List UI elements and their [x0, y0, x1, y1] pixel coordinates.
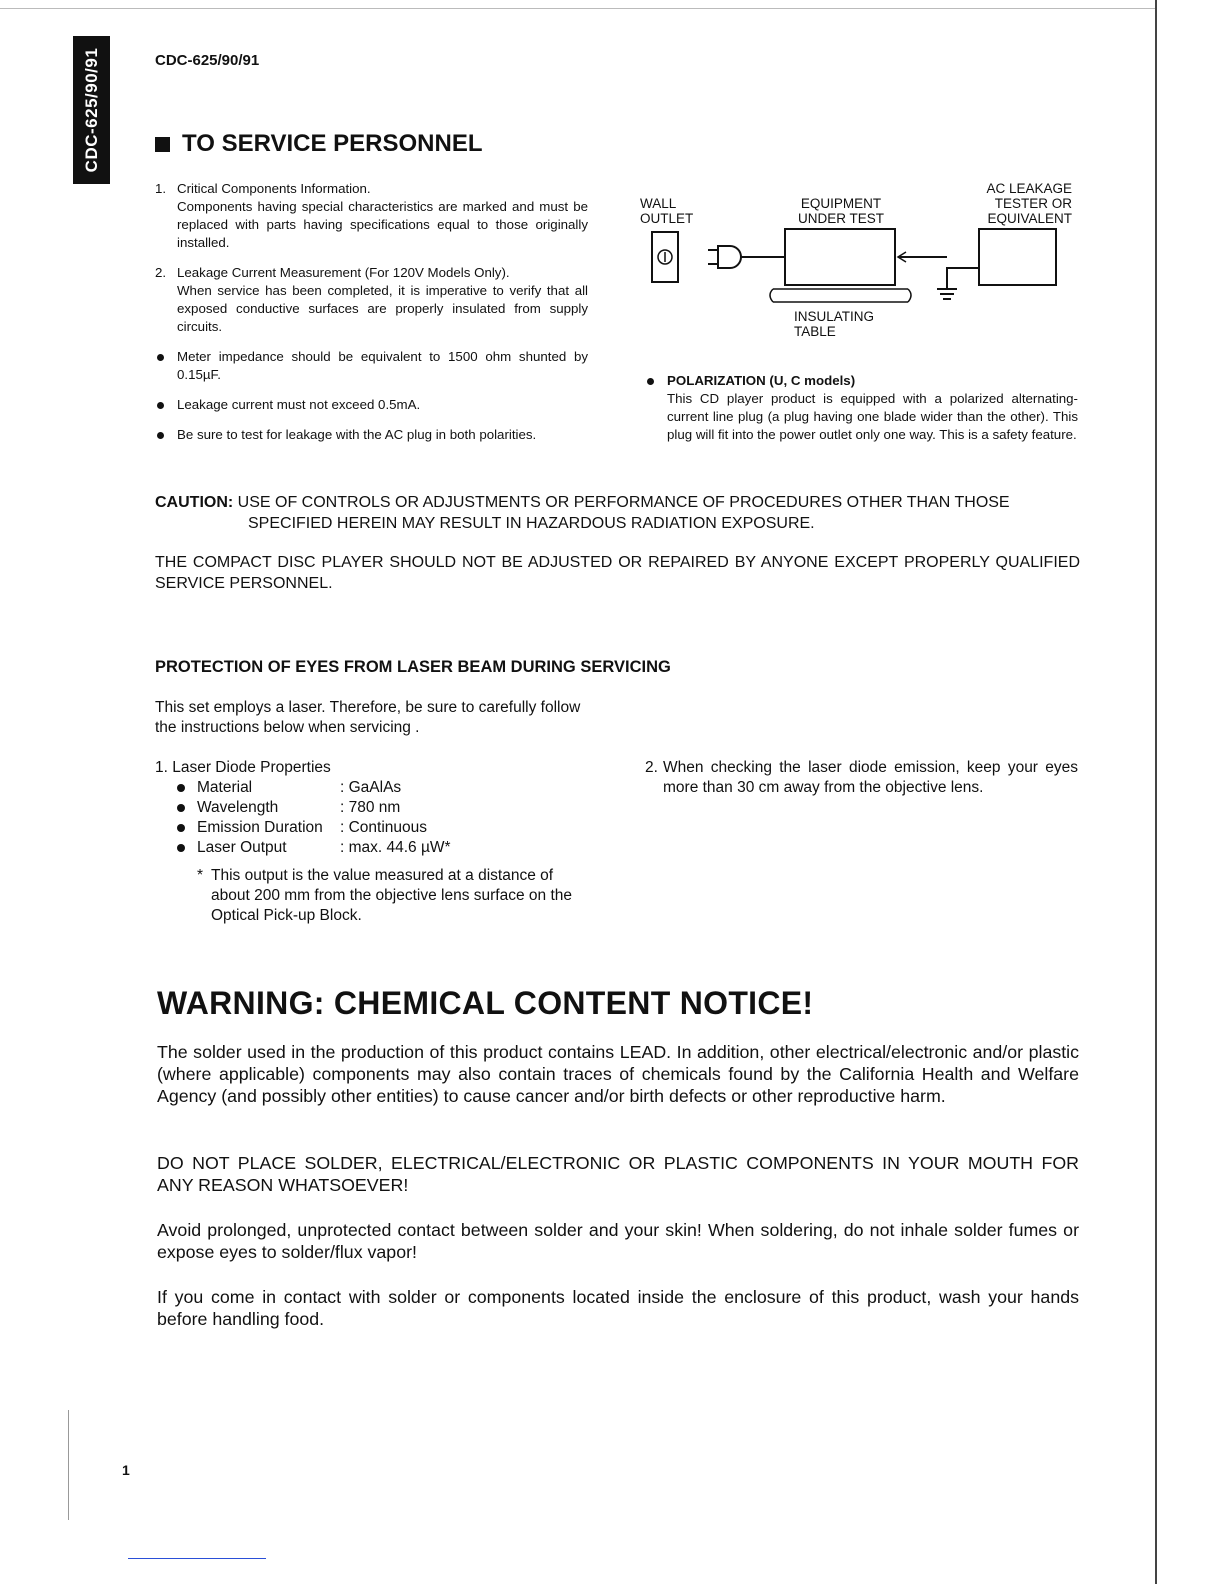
laser-properties-block [155, 758, 595, 926]
property-key: Emission Duration [197, 819, 323, 836]
service-bullet: Be sure to test for leakage with the AC plug in both polarities. [155, 426, 588, 444]
polarization-block [645, 372, 1078, 444]
laser-item1-title: 1. Laser Diode Properties [155, 759, 331, 776]
right-margin-rule [1155, 0, 1157, 1584]
laser-heading: PROTECTION OF EYES FROM LASER BEAM DURING SERVICING [155, 658, 671, 676]
equipment-box [785, 229, 895, 285]
item2-text: When checking the laser diode emission, keep your eyes more than 30 cm away from the objective lens. [663, 759, 1078, 796]
service-item-2 [155, 264, 588, 336]
tester-label: AC LEAKAGE TESTER OR EQUIVALENT [986, 181, 1072, 226]
service-title-text: TO SERVICE PERSONNEL [182, 130, 483, 157]
service-section-title [155, 130, 483, 158]
laser-intro: This set employs a laser. Therefore, be sure to carefully follow the instructions below when servicing . [155, 699, 581, 736]
caution-line2: SPECIFIED HEREIN MAY RESULT IN HAZARDOUS RADIATION EXPOSURE. [248, 515, 815, 532]
laser-properties-table [173, 778, 451, 858]
warning-paragraph-1: The solder used in the production of this product contains LEAD. In addition, other electrical/electronic and/or plastic (where applicable) components may also contain traces of chemicals found by the California Health and Welfare Agency (and possibly other entities) to cause cancer and/or birth defects or other reproductive harm. [157, 1042, 1079, 1106]
item-title: Critical Components Information. [177, 181, 371, 196]
property-value: : 780 nm [340, 799, 401, 816]
item-text: When service has been completed, it is imperative to verify that all exposed conductive surfaces are properly insulated from supply circuits. [177, 283, 588, 334]
insulating-table-top [773, 289, 908, 302]
caution-block [155, 492, 1080, 534]
wall-outlet-label: WALL OUTLET [640, 196, 694, 226]
property-key: Material [197, 779, 253, 796]
tester-box [979, 229, 1056, 285]
footer-rule [128, 1558, 266, 1559]
laser-item2 [645, 758, 1078, 798]
property-row [173, 818, 451, 838]
warning-title: WARNING: CHEMICAL CONTENT NOTICE! [157, 985, 814, 1021]
service-bullet: Leakage current must not exceed 0.5mA. [155, 396, 588, 414]
caution-label: CAUTION: [155, 494, 234, 511]
square-bullet-icon [155, 137, 170, 152]
property-row [173, 838, 451, 858]
item-text: Components having special characteristics are marked and must be replaced with parts having specifications equal to those originally installed. [177, 199, 588, 250]
caution-line1: USE OF CONTROLS OR ADJUSTMENTS OR PERFORMANCE OF PROCEDURES OTHER THAN THOSE [237, 494, 1010, 511]
page-number: 1 [122, 1462, 130, 1478]
footnote-text: This output is the value measured at a distance of about 200 mm from the objective lens surface on the Optical Pick-up Block. [211, 867, 573, 924]
item-number: 2. [155, 265, 167, 280]
item2-number: 2. [645, 759, 658, 776]
equipment-label: EQUIPMENT UNDER TEST [797, 196, 884, 226]
polarization-text: This CD player product is equipped with a polarized alternating-current line plug (a plug having one blade wider than the other). This plug will fit into the power outlet only one way. This is a safety feature. [667, 391, 1078, 442]
ground-wire [947, 268, 979, 288]
model-header: CDC-625/90/91 [155, 52, 260, 69]
property-value: : max. 44.6 µW* [340, 839, 451, 856]
property-value: : Continuous [340, 819, 428, 836]
laser-footnote [155, 866, 589, 926]
warning-paragraph-4: If you come in contact with solder or components located inside the enclosure of this product, wash your hands before handling food. [157, 1287, 1079, 1329]
service-list [155, 180, 588, 456]
property-row [173, 778, 451, 798]
warning-paragraph-2: DO NOT PLACE SOLDER, ELECTRICAL/ELECTRONIC OR PLASTIC COMPONENTS IN YOUR MOUTH FOR ANY REASON WHATSOEVER! [157, 1153, 1079, 1195]
insulating-table-label: INSULATING TABLE [794, 309, 875, 339]
item-title: Leakage Current Measurement (For 120V Models Only). [177, 265, 510, 280]
left-margin-rule [68, 1410, 69, 1520]
service-item-1 [155, 180, 588, 252]
property-value: : GaAlAs [340, 779, 402, 796]
footnote-mark: * [197, 867, 204, 884]
leakage-test-diagram [638, 178, 1083, 348]
item-number: 1. [155, 181, 167, 196]
plug-icon [708, 246, 741, 268]
property-key: Wavelength [197, 799, 279, 816]
side-tab [73, 36, 110, 184]
polarization-title: POLARIZATION (U, C models) [645, 372, 1078, 390]
property-row [173, 798, 451, 818]
service-bullet: Meter impedance should be equivalent to 1500 ohm shunted by 0.15µF. [155, 348, 588, 384]
top-rule [0, 8, 1155, 9]
property-key: Laser Output [197, 839, 287, 856]
warning-paragraph-3: Avoid prolonged, unprotected contact between solder and your skin! When soldering, do not inhale solder fumes or expose eyes to solder/flux vapor! [157, 1220, 1079, 1262]
side-tab-label: CDC-625/90/91 [81, 47, 101, 173]
compact-disc-notice: THE COMPACT DISC PLAYER SHOULD NOT BE ADJUSTED OR REPAIRED BY ANYONE EXCEPT PROPERLY QUALIFIED SERVICE PERSONNEL. [155, 554, 1080, 592]
